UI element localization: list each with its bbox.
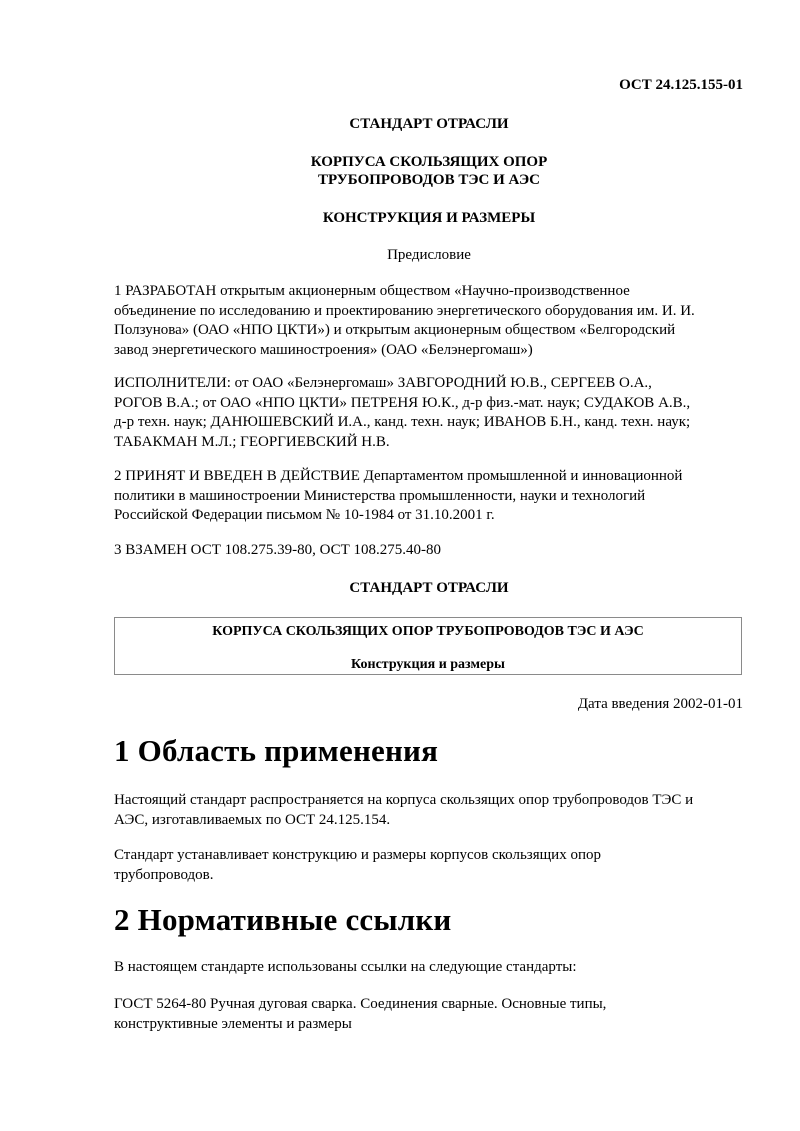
section-1-heading: 1 Область применения xyxy=(114,733,439,768)
frame-subtitle: Конструкция и размеры xyxy=(351,657,505,672)
text-line: ТАБАКМАН М.Л.; ГЕОРГИЕВСКИЙ Н.В. xyxy=(114,433,390,450)
preface-paragraph-developed xyxy=(114,282,746,360)
preface-paragraph-performers xyxy=(114,374,746,452)
text-line: РОГОВ В.А.; от ОАО «НПО ЦКТИ» ПЕТРЕНЯ Ю.К., д-р физ.-мат. наук; СУДАКОВ А.В., xyxy=(114,394,691,411)
section-2-reference-1 xyxy=(114,995,746,1034)
text-line: АЭС, изготавливаемых по ОСТ 24.125.154. xyxy=(114,811,391,828)
section-1-paragraph-1 xyxy=(114,791,746,830)
text-line: 3 ВЗАМЕН ОСТ 108.275.39-80, ОСТ 108.275.40-80 xyxy=(114,542,442,558)
document-subtitle: КОНСТРУКЦИЯ И РАЗМЕРЫ xyxy=(322,210,536,226)
document-title-line1: КОРПУСА СКОЛЬЗЯЩИХ ОПОР xyxy=(310,154,548,170)
text-line: объединение по исследованию и проектированию энергетического оборудования им. И. И. xyxy=(114,302,695,319)
introduction-date: Дата введения 2002-01-01 xyxy=(577,696,743,712)
document-title-line2: ТРУБОПРОВОДОВ ТЭС И АЭС xyxy=(317,172,540,188)
text-line: д-р техн. наук; ДАНЮШЕВСКИЙ И.А., канд. техн. наук; ИВАНОВ Б.Н., канд. техн. наук; xyxy=(114,414,691,430)
text-line: В настоящем стандарте использованы ссылки на следующие стандарты: xyxy=(114,959,577,975)
text-line: политики в машиностроении Министерства промышленности, науки и технологий xyxy=(114,487,646,504)
text-line: трубопроводов. xyxy=(114,866,214,883)
standard-category: СТАНДАРТ ОТРАСЛИ xyxy=(349,116,509,132)
standard-category-2: СТАНДАРТ ОТРАСЛИ xyxy=(349,580,509,596)
text-line: Настоящий стандарт распространяется на корпуса скользящих опор трубопроводов ТЭС и xyxy=(114,792,694,808)
section-2-heading: 2 Нормативные ссылки xyxy=(114,902,452,937)
text-line: ГОСТ 5264-80 Ручная дуговая сварка. Соединения сварные. Основные типы, xyxy=(114,996,607,1012)
standard-title-frame xyxy=(114,617,742,675)
text-line: ИСПОЛНИТЕЛИ: от ОАО «Белэнергомаш» ЗАВГОРОДНИЙ Ю.В., СЕРГЕЕВ О.А., xyxy=(114,375,652,391)
text-line: 2 ПРИНЯТ И ВВЕДЕН В ДЕЙСТВИЕ Департаментом промышленной и инновационной xyxy=(114,468,683,484)
frame-title: КОРПУСА СКОЛЬЗЯЩИХ ОПОР ТРУБОПРОВОДОВ ТЭС И АЭС xyxy=(212,624,644,639)
text-line: Ползунова» (ОАО «НПО ЦКТИ») и открытым акционерным обществом «Белгородский xyxy=(114,322,676,338)
section-2-paragraph-1 xyxy=(114,958,746,978)
text-line: Стандарт устанавливает конструкцию и размеры корпусов скользящих опор xyxy=(114,847,601,863)
text-line: 1 РАЗРАБОТАН открытым акционерным обществом «Научно-производственное xyxy=(114,283,630,299)
preface-label: Предисловие xyxy=(387,247,471,263)
section-1-paragraph-2 xyxy=(114,846,746,885)
preface-paragraph-replaces xyxy=(114,541,746,561)
text-line: конструктивные элементы и размеры xyxy=(114,1015,352,1032)
document-code: ОСТ 24.125.155-01 xyxy=(619,77,743,93)
text-line: завод энергетического машиностроения» (ОАО «Белэнергомаш») xyxy=(114,341,533,358)
preface-paragraph-adopted xyxy=(114,467,746,526)
text-line: Российской Федерации письмом № 10-1984 от 31.10.2001 г. xyxy=(114,507,495,523)
